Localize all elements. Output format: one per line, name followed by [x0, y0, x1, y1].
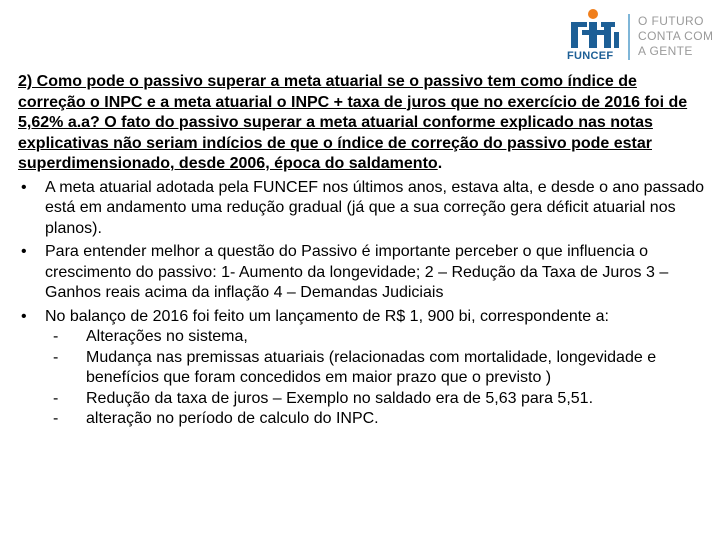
logo-name: FUNCEF	[567, 50, 614, 62]
bullet-item	[18, 178, 708, 240]
sub-item	[53, 389, 708, 410]
bullet-icon: •	[21, 178, 27, 196]
funcef-logo	[560, 6, 720, 64]
bullet-icon: •	[21, 307, 27, 325]
sub-item-text: Redução da taxa de juros – Exemplo no saldado era de 5,63 para 5,51.	[86, 389, 594, 407]
bullet-item	[18, 242, 708, 304]
bullet-icon: •	[21, 243, 27, 260]
sub-item	[53, 348, 708, 389]
slogan-line: A GENTE	[638, 44, 693, 58]
sub-item	[53, 409, 708, 430]
sub-item-text: alteração no período de calculo do INPC.	[86, 410, 379, 427]
sub-item-text: Mudança nas premissas atuariais (relacionadas com mortalidade, longevidade e benefícios que foram concedidos em maior prazo que o previsto )	[86, 348, 657, 386]
dash-marker: -	[53, 328, 59, 345]
sub-item-text: Alterações no sistema,	[86, 328, 248, 345]
bullet-text: A meta atuarial adotada pela FUNCEF nos últimos anos, estava alta, e desde o ano passado está em andamento uma redução gradual (já que a sua correção gera déficit atuarial nos planos).	[45, 178, 705, 237]
question-body: 2) Como pode o passivo superar a meta atuarial se o passivo tem como índice de correção o INPC e a meta atuarial o INPC + taxa de juros que no exercício de 2016 foi de 5,62% a.a? O fato do passivo superar a meta atuarial conforme explicado nas notas explicativas não seriam indícios de que o índice de correção do passivo pode estar superdimensionado, desde 2006, época do saldamento	[18, 73, 688, 172]
bullet-item	[18, 307, 708, 430]
slogan-line: O FUTURO	[638, 14, 704, 28]
sub-list	[45, 327, 708, 430]
logo-divider	[628, 14, 630, 60]
question-text	[18, 72, 708, 175]
bullet-text: No balanço de 2016 foi feito um lançamento de R$ 1, 900 bi, correspondente a:	[45, 307, 609, 325]
slogan-line: CONTA COM	[638, 29, 714, 43]
sub-item	[53, 327, 708, 348]
bullet-text: Para entender melhor a questão do Passivo é importante perceber o que influencia o crescimento do passivo: 1- Aumento da longevidade; 2 – Redução da Taxa de Juros 3 – Ganhos reais acima da inflação 4 – Demandas Judiciais	[45, 243, 669, 301]
dash-marker: -	[53, 348, 59, 366]
header	[0, 0, 720, 70]
dash-marker: -	[53, 410, 59, 427]
question-end: .	[437, 155, 443, 172]
bullet-list	[18, 178, 708, 430]
slide-content	[18, 72, 708, 430]
logo-slogan	[638, 14, 713, 59]
funcef-people-icon	[568, 8, 622, 50]
dash-marker: -	[53, 389, 59, 407]
